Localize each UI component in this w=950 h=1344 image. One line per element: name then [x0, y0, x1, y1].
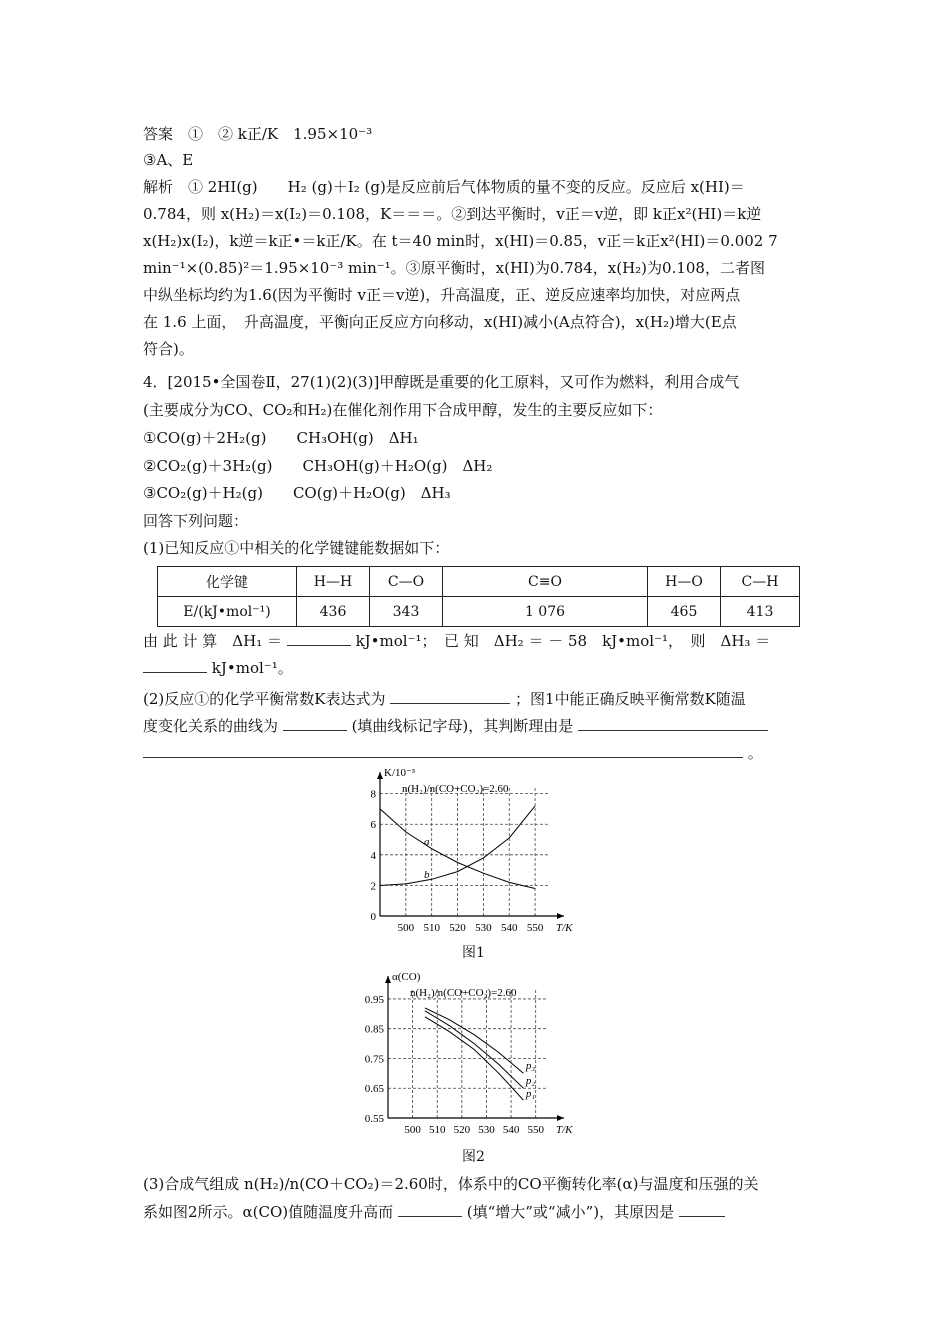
x-axis-label: T/K — [556, 922, 573, 934]
question-4-title: 4．[2015•全国卷Ⅱ，27(1)(2)(3)]甲醇既是重要的化工原料，又可作为燃料，利用合成气 — [143, 373, 740, 391]
table-cell: 343 — [370, 597, 443, 627]
analysis-line-4: min⁻¹×(0.85)²＝1.95×10⁻³ min⁻¹。③原平衡时，x(HI)为0.784，x(H₂)为0.108，二者图 — [143, 259, 765, 277]
answer-blank[interactable] — [679, 1201, 725, 1217]
figure-2-caption: 图2 — [462, 1149, 485, 1165]
x-tick-label: 540 — [500, 922, 518, 934]
y-tick-label: 0.65 — [364, 1083, 384, 1096]
table-header: H—O — [648, 567, 721, 597]
y-tick-label: 4 — [370, 849, 376, 862]
x-tick-label: 530 — [478, 1124, 495, 1136]
y-tick-label: 8 — [370, 788, 376, 801]
analysis-line-3: x(H₂)x(I₂)，k逆＝k正•＝k正/K。在 t＝40 min时，x(HI)＝0.85，v正＝k正x²(HI)＝0.002 7 — [143, 232, 778, 250]
table-header-row — [158, 567, 800, 597]
x-axis-arrow — [557, 913, 564, 919]
chart-annotation: n(H₂)/n(CO+CO₂)=2.60 — [402, 783, 509, 795]
y-axis-arrow — [377, 772, 383, 779]
table-cell: 465 — [648, 597, 721, 627]
q2-text-b: ；图1中能正确反映平衡常数K随温 — [515, 690, 746, 708]
table-row-label: E/(kJ•mol⁻¹) — [158, 597, 297, 627]
q3-text-b: 系如图2所示。α(CO)值随温度升高而 — [143, 1203, 394, 1221]
figure-1-caption: 图1 — [462, 945, 485, 961]
answer-blank[interactable] — [390, 688, 510, 704]
answer-blank[interactable] — [287, 630, 351, 646]
x-tick-label: 550 — [527, 1124, 544, 1136]
table-header: C—O — [370, 567, 443, 597]
x-tick-label: 510 — [423, 922, 440, 934]
y-axis-label: α(CO) — [392, 971, 421, 983]
answer-blank[interactable] — [283, 715, 347, 731]
analysis-line-6: 在 1.6 上面， 升高温度，平衡向正反应方向移动，x(HI)减小(A点符合)，x(H₂)增大(E点 — [143, 313, 737, 331]
bond-energy-table — [157, 566, 800, 627]
table-header: 化学键 — [158, 567, 297, 597]
q1-text-a: 由 此 计 算 ΔH₁ ＝ — [143, 632, 282, 650]
question-4-intro: (主要成分为CO、CO₂和H₂)在催化剂作用下合成甲醇，发生的主要反应如下： — [143, 401, 663, 419]
q1-line-1 — [143, 630, 770, 651]
x-tick-label: 500 — [397, 922, 415, 934]
answer-blank[interactable] — [143, 742, 743, 758]
chart-annotation: n(H₂)/n(CO+CO₂)=2.60 — [410, 987, 517, 999]
series-line — [425, 1008, 524, 1073]
q1-text-b: kJ•mol⁻¹； 已 知 ΔH₂ ＝ － 58 kJ•mol⁻¹， 则 ΔH₃ ＝ — [355, 632, 771, 650]
y-tick-label: 0.85 — [364, 1023, 384, 1036]
subquestion-1: (1)已知反应①中相关的化学键键能数据如下： — [143, 539, 450, 557]
reaction-3: ③CO₂(g)＋H₂(g) CO(g)＋H₂O(g) ΔH₃ — [143, 484, 451, 502]
analysis-line-7: 符合)。 — [143, 340, 194, 358]
x-tick-label: 530 — [475, 922, 492, 934]
x-tick-label: 550 — [526, 922, 544, 934]
series-label: p₂ — [525, 1074, 536, 1087]
x-tick-label: 510 — [428, 1124, 446, 1136]
table-header: C—H — [721, 567, 800, 597]
x-axis-label: T/K — [556, 1124, 573, 1136]
table-cell: 1 076 — [443, 597, 648, 627]
table-header: H—H — [297, 567, 370, 597]
answer-line-2: ③A、E — [143, 151, 194, 169]
y-axis-arrow — [385, 976, 391, 983]
q2-text-d: (填曲线标记字母)，其判断理由是 — [351, 717, 574, 735]
series-label: p₁ — [525, 1088, 536, 1101]
x-tick-label: 520 — [449, 922, 466, 934]
figure-1-chart — [330, 762, 600, 940]
q3-line-1: (3)合成气组成 n(H₂)/n(CO＋CO₂)＝2.60时，体系中的CO平衡转化率(α)与温度和压强的关 — [143, 1175, 759, 1193]
y-axis-label: K/10⁻³ — [384, 767, 416, 779]
q3-line-2 — [143, 1201, 725, 1222]
x-tick-label: 520 — [453, 1124, 471, 1136]
table-header: C≡O — [443, 567, 648, 597]
series-label: p₃ — [525, 1059, 536, 1072]
q2-line-3 — [143, 742, 763, 763]
table-row — [158, 597, 800, 627]
x-tick-label: 500 — [404, 1124, 421, 1136]
q2-text-e: 。 — [747, 744, 763, 762]
y-tick-label: 0.55 — [364, 1113, 384, 1125]
q2-line-1 — [143, 688, 746, 709]
q1-line-2 — [143, 657, 293, 678]
q2-line-2 — [143, 715, 768, 736]
y-tick-label: 0.75 — [364, 1053, 384, 1066]
answer-blank[interactable] — [398, 1201, 462, 1217]
analysis-line-5: 中纵坐标均约为1.6(因为平衡时 v正＝v逆)，升高温度，正、逆反应速率均加快，对应两点 — [143, 286, 741, 304]
answer-blank[interactable] — [143, 657, 207, 673]
answer-prompt: 回答下列问题： — [143, 512, 249, 530]
answer-blank[interactable] — [578, 715, 768, 731]
answer-line: 答案 ① ② k正/K 1.95×10⁻³ — [143, 125, 373, 143]
y-tick-label: 2 — [370, 880, 376, 893]
q2-text-a: (2)反应①的化学平衡常数K表达式为 — [143, 690, 386, 708]
series-label: a — [423, 835, 430, 848]
y-tick-label: 6 — [370, 819, 376, 832]
y-tick-label: 0 — [370, 911, 376, 923]
x-axis-arrow — [557, 1115, 564, 1121]
table-cell: 413 — [721, 597, 800, 627]
analysis-line-1: 解析 ① 2HI(g) H₂ (g)＋I₂ (g)是反应前后气体物质的量不变的反应。反应后 x(HI)＝ — [143, 178, 745, 196]
x-tick-label: 540 — [502, 1124, 520, 1136]
q3-text-c: (填“增大”或“减小”)，其原因是 — [466, 1203, 675, 1221]
q2-text-c: 度变化关系的曲线为 — [143, 717, 279, 735]
reaction-1: ①CO(g)＋2H₂(g) CH₃OH(g) ΔH₁ — [143, 429, 419, 447]
q1-text-c: kJ•mol⁻¹。 — [211, 659, 293, 677]
reaction-2: ②CO₂(g)＋3H₂(g) CH₃OH(g)＋H₂O(g) ΔH₂ — [143, 457, 493, 475]
table-cell: 436 — [297, 597, 370, 627]
series-label: b — [423, 868, 430, 881]
y-tick-label: 0.95 — [364, 993, 384, 1006]
analysis-line-2: 0.784，则 x(H₂)＝x(I₂)＝0.108，K＝＝＝。②到达平衡时，v正＝v逆，即 k正x²(HI)＝k逆 — [143, 205, 762, 223]
figure-2-chart — [330, 966, 600, 1142]
